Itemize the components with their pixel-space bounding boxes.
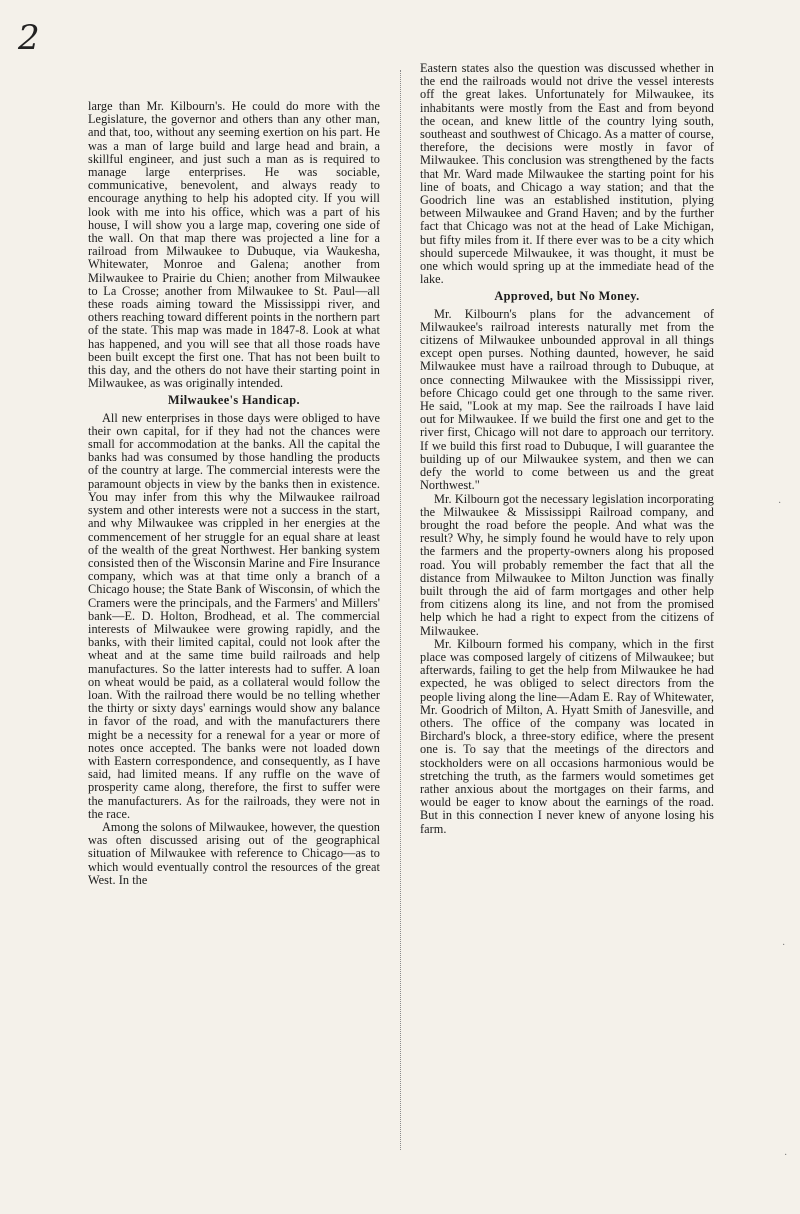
section-heading-approved: Approved, but No Money. bbox=[494, 289, 640, 304]
margin-speck: · bbox=[782, 940, 786, 951]
left-paragraph-2: All new enterprises in those days were obliged to have their own capital, for if they had not the chances were small for accommodation at the banks. All the capital the banks had was consumed by those handling the products of the country at large. The commercial interests were the paramount objects in view by the banks then in existence. You may infer from this why the Milwaukee railroad system and other interests were not a success in the start, and why Milwaukee was crippled in her energies at the commencement of her struggle for an equal share at least of the wealth of the great Northwest. Her banking system consisted then of the Wisconsin Marine and Fire Insurance company, which was at that time only a branch of a Chicago house; the State Bank of Wisconsin, of which the Cramers were the principals, and the Farmers' and Millers' bank—E. D. Holton, Brodhead, et al. The commercial interests of Milwaukee were growing rapidly, and the banks, with their limited capital, could not look after the wheat and at the same time build railroads and help manufactures. So the latter interests had to suffer. A loan on wheat would be paid, as a collateral would follow the loan. With the railroad there would be no telling whether the thirty or sixty days' earnings would show any balance in favor of the road, and with the manufacturers there might be a necessity for a renewal for a year or more of notes once accepted. The banks were not loaded down with Eastern correspondence, and consequently, as I have said, had limited means. If any ruffle on the wave of prosperity came along, therefore, the first to suffer were the manufacturers. As for the railroads, they were not in the race. bbox=[88, 410, 380, 821]
page-number: 2 bbox=[18, 18, 40, 58]
right-paragraph-3: Mr. Kilbourn got the necessary legislation incorporating the Milwaukee & Mississippi Railroad company, and brought the road before the people. And what was the result? Why, he simply found he would have to rely upon the farmers and the property-owners along his proposed road. You will probably remember the fact that all the distance from Milwaukee to Milton Junction was finally built through the aid of farm mortgages and other help from citizens along its line, and not from the promised help which he had a right to expect from the citizens of Milwaukee. bbox=[420, 491, 714, 638]
margin-speck: · bbox=[784, 1150, 788, 1161]
right-paragraph-4: Mr. Kilbourn formed his company, which in the first place was composed largely of citizens of Milwaukee; but afterwards, failing to get the help from Milwaukee he had expected, he was obliged to select directors from the people living along the line—Adam E. Ray of Whitewater, Mr. Goodrich of Milton, A. Hyatt Smith of Janesville, and others. The office of the company was located in Birchard's block, a three-story edifice, where the present one is. To say that the meetings of the directors and stockholders were on all occasions harmonious would be stretching the truth, as the farmers would sometimes get rather anxious about the mortgages on their farms, and would be eager to know about the earnings of the road. But in this connection I never knew of anyone losing his farm. bbox=[420, 636, 714, 836]
left-paragraph-1: large than Mr. Kilbourn's. He could do more with the Legislature, the governor and others than any other man, and that, too, without any seeming exertion on his part. He was a man of large build and large head and brain, a skillful engineer, and just such a man as is required to manage large enterprises. He was sociable, communicative, benevolent, and always ready to encourage anything to help his adopted city. If you will look with me into his office, which was a part of his house, I will show you a large map, covering one side of the wall. On that map there was projected a line for a railroad from Milwaukee to Dubuque, via Waukesha, Whitewater, Monroe and Galena; another from Milwaukee to Prairie du Chien; another from Milwaukee to La Crosse; another from Milwaukee to St. Paul—all these roads aiming toward the Mississippi river, and others reaching toward different points in the northern part of the state. This map was made in 1847-8. Look at what has happened, and you will see that all those roads have been built except the first one. That has not been built to this day, and the others do not have their starting point in Milwaukee, as was originally intended. bbox=[88, 99, 380, 391]
right-column bbox=[420, 62, 714, 836]
right-paragraph-2: Mr. Kilbourn's plans for the advancement of Milwaukee's railroad interests naturally met from the citizens of Milwaukee unbounded approval in all things except open purses. Nothing daunted, however, he said Milwaukee must have a railroad through to Dubuque, at once connecting Milwaukee with the Mississippi river, before Chicago could get one through to the same river. He said, "Look at my map. See the railroads I have laid out for Milwaukee. If we build the first one and get to the river first, Chicago will not dare to approach our territory. If we build this first road to Dubuque, I will guarantee the building up of our Milwaukee system, and then we can defy the world to come between us and the great Northwest." bbox=[420, 306, 714, 493]
section-heading-handicap: Milwaukee's Handicap. bbox=[167, 393, 301, 408]
left-paragraph-3: Among the solons of Milwaukee, however, the question was often discussed arising out of the geographical situation of Milwaukee with reference to Chicago—as to which would eventually control the resources of the great West. In the bbox=[88, 819, 380, 887]
column-divider bbox=[400, 70, 401, 1150]
right-paragraph-1: Eastern states also the question was discussed whether in the end the railroads would not drive the vessel interests off the great lakes. Unfortunately for Milwaukee, its inhabitants were mostly from the East and from beyond the ocean, and knew little of the country lying south, southeast and southwest of Chicago. As a matter of course, therefore, the decisions were mostly in favor of Milwaukee. This conclusion was strengthened by the facts that Mr. Ward made Milwaukee the starting point for his line of boats, and Chicago a way station; and that the Goodrich line was an established institution, plying between Milwaukee and Grand Haven; and by the further fact that Chicago was not at the head of Lake Michigan, but fifty miles from it. If there ever was to be a city which should supercede Milwaukee, it was thought, it must be one which would spring up at the immediate head of the lake. bbox=[420, 61, 714, 287]
margin-speck: · bbox=[778, 498, 782, 509]
left-column bbox=[88, 100, 380, 887]
